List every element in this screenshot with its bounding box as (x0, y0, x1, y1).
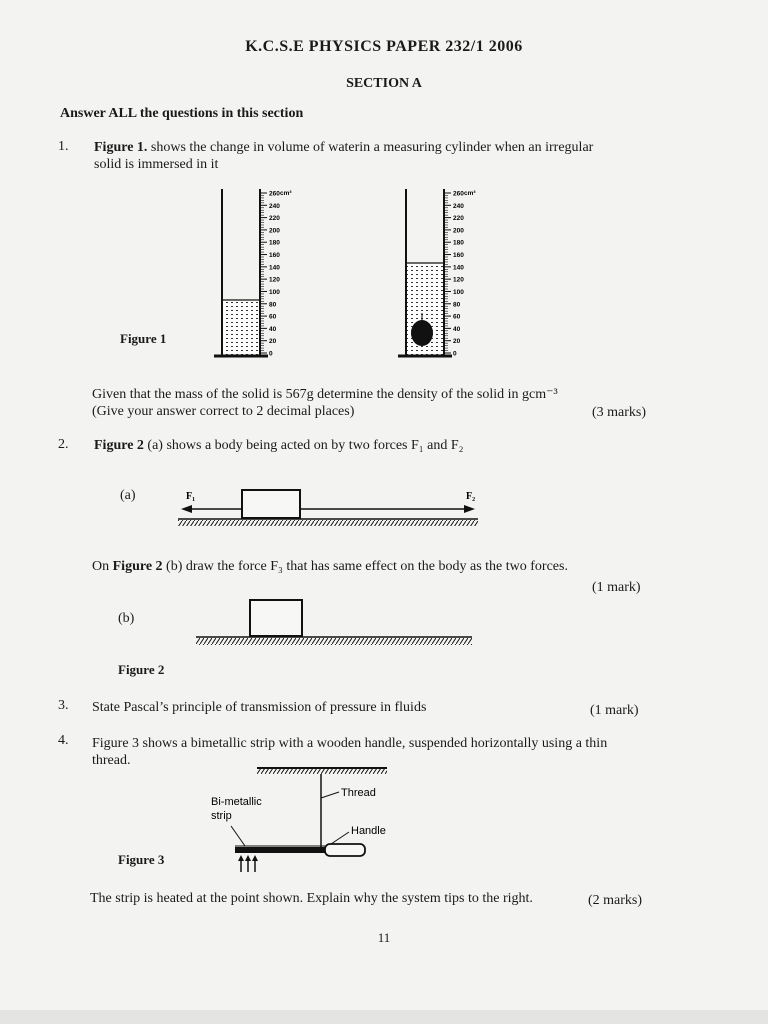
question-2-text-body: (a) shows a body being acted on by two forces F₁ and F₂ (143, 438, 464, 453)
cylinder-1-scale-label: 180 (269, 239, 280, 247)
question-3-number: 3. (58, 698, 69, 713)
force-f1-arrowhead (181, 505, 192, 513)
heat-arrows (238, 855, 258, 872)
strip-label-line2: strip (211, 810, 232, 822)
section-title: SECTION A (346, 76, 422, 91)
measuring-cylinder-after (398, 189, 476, 356)
exam-title: K.C.S.E PHYSICS PAPER 232/1 2006 (245, 38, 523, 55)
handle-pointer (331, 832, 349, 844)
force-f2-label: F₂ (466, 491, 476, 502)
question-2-text (94, 437, 464, 454)
figure-3-label: Figure 3 (118, 852, 165, 867)
cylinder-2-scale-label: 100 (453, 288, 464, 296)
cylinder-1-scale-unit: cm³ (280, 190, 292, 197)
question-4-line1: Figure 3 shows a bimetallic strip with a wooden handle, suspended horizontally using a thin (92, 736, 608, 751)
cylinder-2-scale-label: 260 (453, 190, 464, 198)
wooden-handle (325, 844, 365, 856)
cylinder-2-scale-label: 160 (453, 252, 464, 260)
cylinder-1-scale-label: 40 (269, 325, 277, 333)
cylinder-1-scale-label: 140 (269, 264, 280, 272)
measuring-cylinder-before (214, 189, 292, 356)
force-f2-arrowhead (464, 505, 475, 513)
question-2-number: 2. (58, 437, 69, 452)
cylinder-1-scale-label: 0 (269, 350, 273, 358)
question-1-line2: solid is immersed in it (94, 157, 219, 172)
scan-edge (0, 1010, 768, 1024)
cylinder-2-scale-label: 180 (453, 239, 464, 247)
figure-2-ref: Figure 2 (94, 438, 144, 453)
cylinder-2-scale-label: 0 (453, 350, 457, 358)
cylinder-1-scale-label: 220 (269, 215, 280, 223)
cylinder-2-scale-label: 80 (453, 301, 461, 309)
figure-2a-sublabel: (a) (120, 488, 136, 503)
figure-1-diagram (200, 185, 500, 365)
thread-label: Thread (341, 787, 376, 799)
question-1-line1: shows the change in volume of waterin a measuring cylinder when an irregular (147, 140, 594, 155)
body-block-b (250, 600, 302, 636)
cylinder-1-scale-label: 60 (269, 313, 277, 321)
question-2-marks: (1 mark) (592, 580, 641, 595)
strip-pointer (231, 826, 245, 846)
cylinder-1-scale-label: 200 (269, 227, 280, 235)
thread-pointer (321, 792, 339, 798)
question-4-marks: (2 marks) (588, 893, 643, 908)
cylinder-2-scale-label: 40 (453, 325, 461, 333)
figure-2b-diagram (196, 596, 472, 656)
instruction: Answer ALL the questions in this section (60, 106, 304, 121)
handle-label: Handle (351, 825, 386, 837)
cylinder-2-scale-label: 140 (453, 264, 464, 272)
question-1-follow-line1: Given that the mass of the solid is 567g determine the density of the solid in gcm⁻³ (92, 387, 558, 402)
cylinder-2-scale-label: 200 (453, 227, 464, 235)
bimetallic-strip (235, 847, 325, 853)
figure-3-diagram (205, 762, 420, 874)
question-2-instruction-post: (b) draw the force F₃ that has same effect on the body as the two forces. (162, 559, 568, 574)
figure-2-ref-b: Figure 2 (112, 559, 163, 574)
ground-hatching-a (178, 520, 478, 526)
cylinder-1-scale-label: 240 (269, 202, 280, 210)
support-hatching (257, 769, 387, 774)
question-1-number: 1. (58, 139, 69, 154)
cylinder-1-scale-labels (269, 191, 280, 358)
question-4-line2: thread. (92, 753, 131, 768)
cylinder-1-scale-label: 160 (269, 252, 280, 260)
cylinder-2-scale-unit: cm³ (464, 190, 476, 197)
question-1-follow-line2: (Give your answer correct to 2 decimal places) (92, 404, 355, 419)
page-number: 11 (377, 930, 391, 945)
ground-hatching-b (196, 638, 472, 645)
cylinder-1-scale-ticks (260, 193, 267, 353)
cylinder-2-scale-label: 240 (453, 202, 464, 210)
figure-1-label: Figure 1 (120, 331, 167, 346)
cylinder-2-scale-ticks (444, 193, 451, 353)
figure-2b-sublabel: (b) (118, 611, 135, 626)
cylinder-1-scale-label: 20 (269, 338, 277, 346)
figure-2a-diagram (178, 485, 478, 531)
cylinder-2-scale-label: 60 (453, 313, 461, 321)
question-1-text (94, 139, 694, 173)
question-3-text: State Pascal’s principle of transmission of pressure in fluids (92, 700, 427, 715)
water-level-before (222, 300, 260, 355)
figure-1-ref: Figure 1. (94, 140, 148, 155)
cylinder-2-scale-labels (453, 191, 464, 358)
question-2-instruction (92, 558, 568, 575)
cylinder-2-scale-label: 120 (453, 276, 464, 284)
cylinder-1-scale-label: 260 (269, 190, 280, 198)
question-3-marks: (1 mark) (590, 703, 639, 718)
cylinder-1-scale-label: 80 (269, 301, 277, 309)
cylinder-1-scale-label: 120 (269, 276, 280, 284)
question-2-instruction-pre: On (92, 559, 113, 574)
question-4-number: 4. (58, 733, 69, 748)
body-block-a (242, 490, 300, 518)
cylinder-1-scale-label: 100 (269, 288, 280, 296)
question-4-follow: The strip is heated at the point shown. Explain why the system tips to the right. (90, 891, 533, 906)
irregular-solid (411, 320, 433, 346)
cylinder-2-scale-label: 220 (453, 215, 464, 223)
question-1-marks: (3 marks) (592, 405, 647, 420)
cylinder-2-scale-label: 20 (453, 338, 461, 346)
figure-2-label: Figure 2 (118, 662, 165, 677)
strip-label-line1: Bi-metallic (211, 796, 262, 808)
force-f1-label: F₁ (186, 491, 196, 502)
